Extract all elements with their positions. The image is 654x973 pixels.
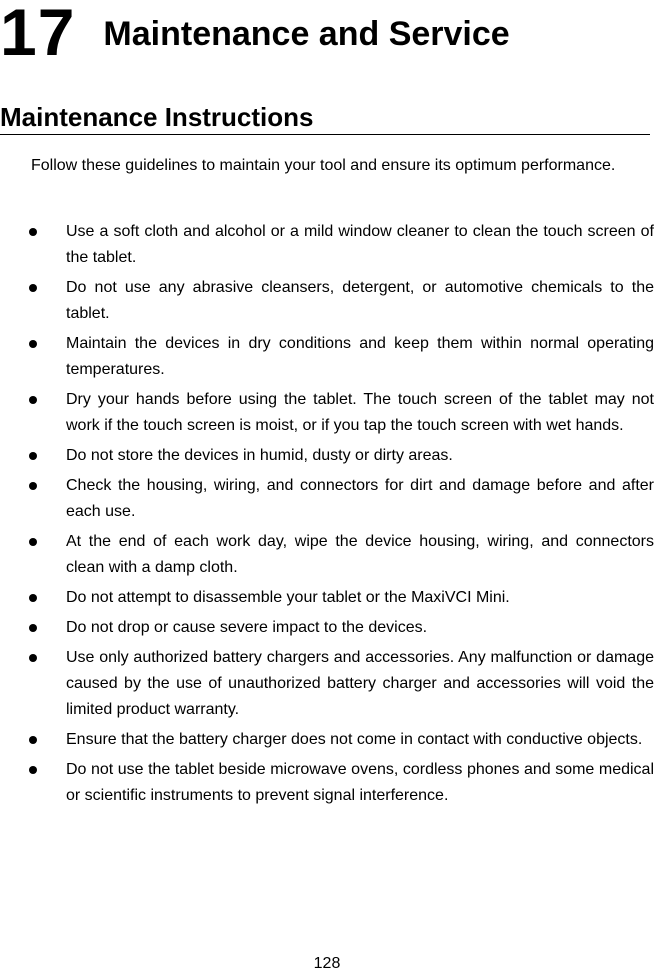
list-item bbox=[29, 275, 654, 327]
bullet-icon bbox=[29, 340, 37, 348]
bullet-icon bbox=[29, 284, 37, 292]
list-item-text: Do not use the tablet beside microwave ovens, cordless phones and some medical or scientific instruments to prevent signal interference. bbox=[66, 761, 654, 804]
bullet-icon bbox=[29, 736, 37, 744]
list-item bbox=[29, 387, 654, 439]
bullet-icon bbox=[29, 482, 37, 490]
list-item-text: Do not store the devices in humid, dusty or dirty areas. bbox=[66, 447, 453, 464]
bullet-icon bbox=[29, 624, 37, 632]
section-title: Maintenance Instructions bbox=[0, 102, 314, 132]
bullet-icon bbox=[29, 396, 37, 404]
bullet-icon bbox=[29, 654, 37, 662]
bullet-icon bbox=[29, 228, 37, 236]
list-item-text: Do not drop or cause severe impact to the devices. bbox=[66, 619, 428, 636]
maintenance-list bbox=[29, 219, 654, 813]
intro-paragraph: Follow these guidelines to maintain your tool and ensure its optimum performance. bbox=[31, 157, 616, 174]
list-item-text: Use only authorized battery chargers and accessories. Any malfunction or damage caused by the use of unauthorized battery charger and accessories will void the limited product warranty. bbox=[66, 649, 654, 718]
chapter-heading bbox=[0, 0, 510, 69]
list-item bbox=[29, 585, 654, 611]
list-item bbox=[29, 615, 654, 641]
list-item-text: Check the housing, wiring, and connectors for dirt and damage before and after each use. bbox=[66, 477, 654, 520]
list-item-text: Dry your hands before using the tablet. The touch screen of the tablet may not work if the touch screen is moist, or if you tap the touch screen with wet hands. bbox=[66, 391, 654, 434]
section-heading bbox=[0, 100, 650, 135]
list-item-text: Do not attempt to disassemble your tablet or the MaxiVCI Mini. bbox=[66, 589, 510, 606]
list-item-text: At the end of each work day, wipe the device housing, wiring, and connectors clean with a damp cloth. bbox=[66, 533, 654, 576]
list-item bbox=[29, 645, 654, 723]
list-item bbox=[29, 529, 654, 581]
list-item bbox=[29, 331, 654, 383]
chapter-title: Maintenance and Service bbox=[103, 15, 510, 53]
list-item-text: Do not use any abrasive cleansers, detergent, or automotive chemicals to the tablet. bbox=[66, 279, 654, 322]
bullet-icon bbox=[29, 766, 37, 774]
page-number: 128 bbox=[313, 955, 341, 972]
list-item bbox=[29, 727, 654, 753]
chapter-number: 17 bbox=[0, 0, 76, 69]
list-item-text: Maintain the devices in dry conditions and keep them within normal operating temperatures. bbox=[66, 335, 654, 378]
bullet-icon bbox=[29, 452, 37, 460]
list-item bbox=[29, 757, 654, 809]
bullet-icon bbox=[29, 594, 37, 602]
list-item bbox=[29, 473, 654, 525]
list-item-text: Use a soft cloth and alcohol or a mild window cleaner to clean the touch screen of the tablet. bbox=[66, 223, 654, 266]
list-item bbox=[29, 219, 654, 271]
list-item bbox=[29, 443, 654, 469]
list-item-text: Ensure that the battery charger does not come in contact with conductive objects. bbox=[66, 731, 643, 748]
bullet-icon bbox=[29, 538, 37, 546]
